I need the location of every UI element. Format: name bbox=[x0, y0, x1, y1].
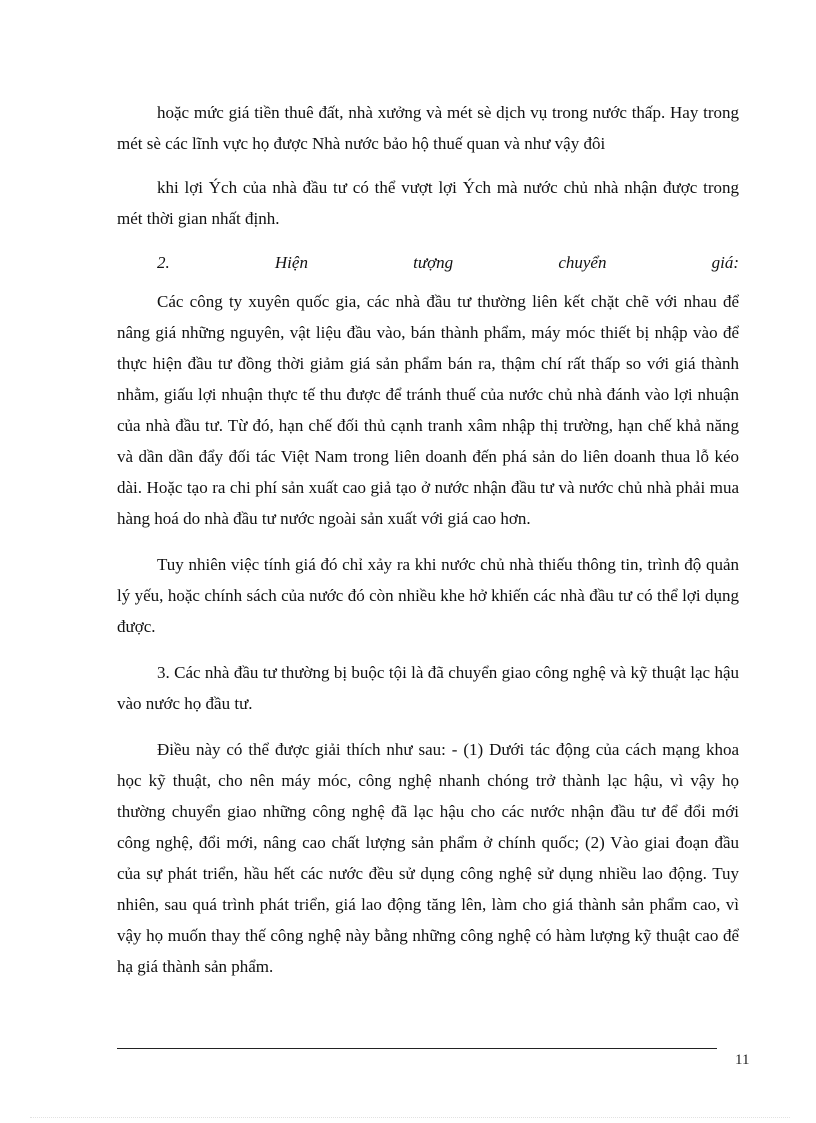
section-heading-transfer-pricing: 2. Hiện tượng chuyển giá: bbox=[157, 253, 739, 272]
paragraph-conditions: Tuy nhiên việc tính giá đó chỉ xảy ra khi nước chủ nhà thiếu thông tin, trình độ quản lý yếu, hoặc chính sách của nước đó còn nhiều khe hở khiến các nhà đầu tư có thể lợi dụng được. bbox=[117, 555, 739, 636]
paragraph-technology-claim: 3. Các nhà đầu tư thường bị buộc tội là đã chuyển giao công nghệ và kỹ thuật lạc hậu vào nước họ đầu tư. bbox=[117, 663, 739, 713]
document-body bbox=[117, 97, 739, 997]
paragraph-benefit: khi lợi Ých của nhà đầu tư có thể vượt lợi Ých mà nước chủ nhà nhận được trong mét thời gian nhất định. bbox=[117, 178, 739, 228]
paragraph-continuation: hoặc mức giá tiền thuê đất, nhà xưởng và mét sè dịch vụ trong nước thấp. Hay trong mét sè các lĩnh vực họ được Nhà nước bảo hộ thuế quan và như vậy đôi bbox=[117, 103, 739, 153]
paragraph-explanation: Điều này có thể được giải thích như sau: - (1) Dưới tác động của cách mạng khoa học kỹ thuật, cho nên máy móc, công nghệ nhanh chóng trở thành lạc hậu, vì vậy họ thường chuyển giao những công nghệ đã lạc hậu cho các nước nhận đầu tư để đổi mới công nghệ, đổi mới, nâng cao chất lượng sản phẩm ở chính quốc; (2) Vào giai đoạn đầu của sự phát triển, hầu hết các nước đều sử dụng công nghệ sử dụng nhiều lao động. Tuy nhiên, sau quá trình phát triển, giá lao động tăng lên, làm cho giá thành sản phẩm cao, vì vậy họ muốn thay thế công nghệ này bằng những công nghệ có hàm lượng kỹ thuật cao để hạ giá thành sản phẩm. bbox=[117, 740, 739, 976]
footer-rule bbox=[117, 1048, 717, 1049]
page-edge-dots bbox=[30, 1117, 790, 1118]
paragraph-transfer-pricing: Các công ty xuyên quốc gia, các nhà đầu tư thường liên kết chặt chẽ với nhau để nâng giá những nguyên, vật liệu đầu vào, bán thành phẩm, máy móc thiết bị nhập vào để thực hiện đầu tư đồng thời giảm giá sản phẩm bán ra, thậm chí rất thấp so với giá thành nhằm, giấu lợi nhuận thực tế thu được để tránh thuế của nước chủ nhà đánh vào lợi nhuận của nhà đầu tư. Từ đó, hạn chế đối thủ cạnh tranh xâm nhập thị trường, hạn chế khả năng và dần dần đẩy đối tác Việt Nam trong liên doanh đến phá sản do liên doanh thua lỗ kéo dài. Hoặc tạo ra chi phí sản xuất cao giả tạo ở nước nhận đầu tư và nước chủ nhà phải mua hàng hoá do nhà đầu tư nước ngoài sản xuất với giá cao hơn. bbox=[117, 292, 739, 528]
page-number: 11 bbox=[735, 1052, 750, 1068]
